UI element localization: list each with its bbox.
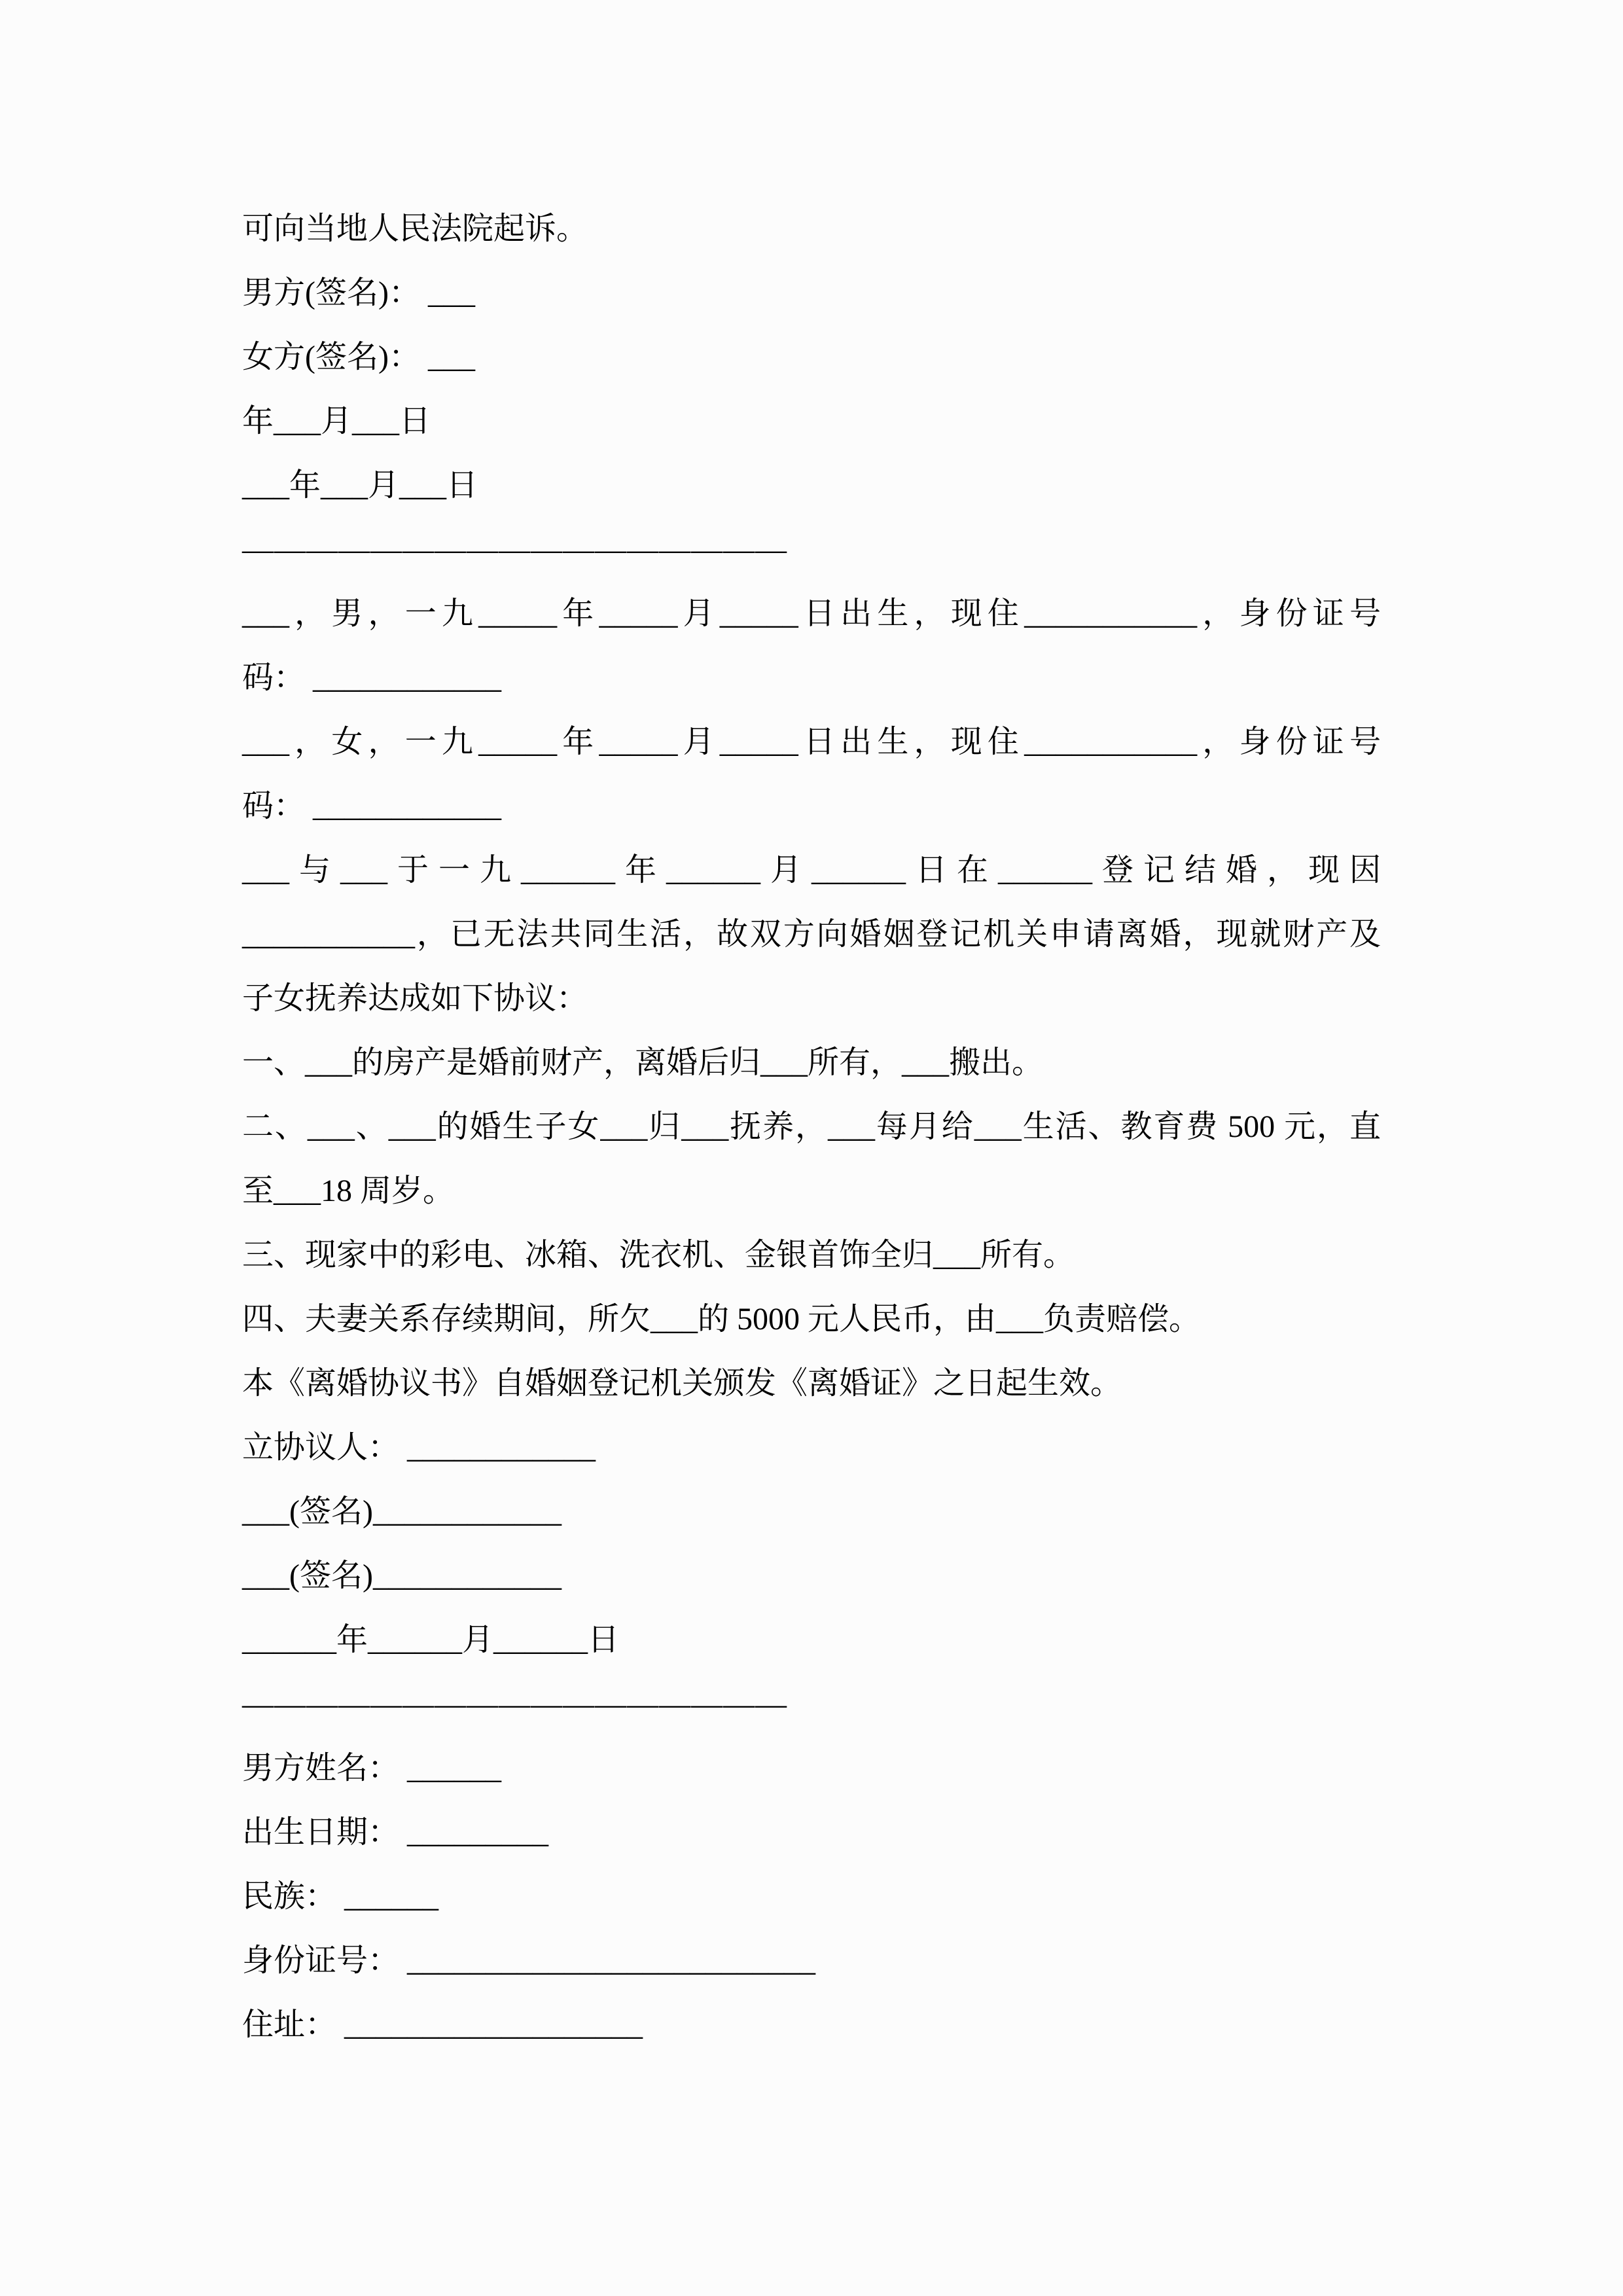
text-line: ___与___于一九______年______月______日在______登记结婚，现因 [242, 853, 1381, 888]
text-line: 子女抚养达成如下协议： [242, 981, 588, 1016]
text-line: ______年______月______日 [242, 1623, 620, 1657]
text-line: 可向当地人民法院起诉。 [242, 211, 588, 246]
text-line: 住址： ___________________ [242, 2007, 643, 2042]
text-line: ___(签名)____________ [242, 1558, 562, 1593]
text-line: ___，女，一九_____年_____月_____日出生，现住___________，身份证号 [242, 725, 1381, 759]
text-line: 码： ____________ [242, 789, 502, 823]
divider-line: ————————————————— [242, 1687, 787, 1721]
document-page [242, 197, 1381, 2057]
text-line: 民族： ______ [242, 1879, 439, 1914]
text-line: ___(签名)____________ [242, 1494, 562, 1529]
text-line: 出生日期： _________ [242, 1815, 549, 1850]
text-line: ___年___月___日 [242, 468, 478, 503]
text-line: 本《离婚协议书》自婚姻登记机关颁发《离婚证》之日起生效。 [242, 1366, 1122, 1401]
text-line: 一、___的房产是婚前财产，离婚后归___所有，___搬出。 [242, 1045, 1044, 1080]
text-line: 码： ____________ [242, 660, 502, 695]
text-line: 男方(签名)： ___ [242, 276, 475, 310]
text-line: ___，男，一九_____年_____月_____日出生，现住___________，身份证号 [242, 596, 1381, 631]
text-line: 身份证号： __________________________ [242, 1943, 816, 1978]
divider-line: ————————————————— [242, 532, 787, 567]
text-line: 至___18 周岁。 [242, 1174, 455, 1208]
text-line: 立协议人： ____________ [242, 1430, 596, 1465]
text-line: ___________，已无法共同生活，故双方向婚姻登记机关申请离婚，现就财产及 [242, 917, 1381, 952]
text-line: 男方姓名： ______ [242, 1751, 502, 1785]
text-line: 女方(签名)： ___ [242, 340, 475, 374]
text-line: 三、现家中的彩电、冰箱、洗衣机、金银首饰全归___所有。 [242, 1238, 1075, 1272]
text-line: 年___月___日 [242, 404, 431, 439]
text-line: 二、___、___的婚生子女___归___抚养，___每月给___生活、教育费 500 元，直 [242, 1109, 1381, 1144]
text-line: 四、夫妻关系存续期间，所欠___的 5000 元人民币，由___负责赔偿。 [242, 1302, 1201, 1336]
